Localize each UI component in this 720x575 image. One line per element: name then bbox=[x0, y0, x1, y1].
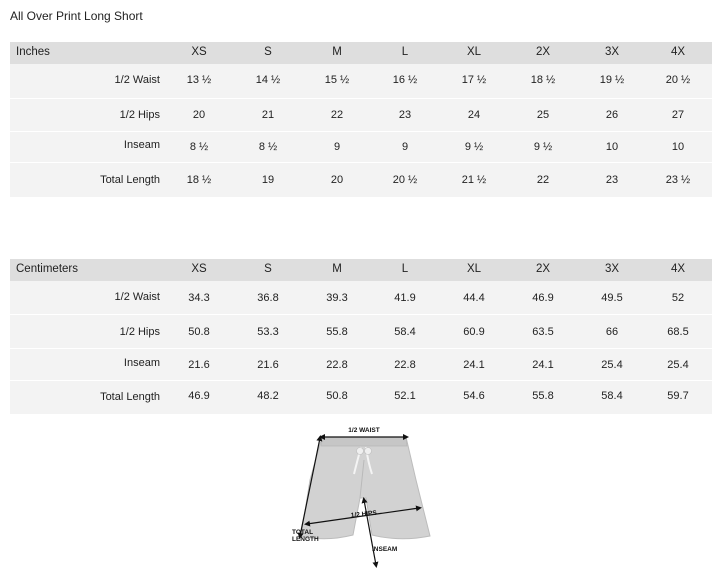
table-cell: 15 ½ bbox=[324, 74, 350, 86]
table-cell: 22 bbox=[536, 174, 550, 186]
table-cell: 13 ½ bbox=[186, 74, 212, 86]
size-header-4x: 4X bbox=[670, 46, 686, 58]
inches-size-table bbox=[10, 42, 712, 197]
table-cell: 24.1 bbox=[463, 359, 485, 371]
table-cell: 10 bbox=[671, 141, 685, 153]
inches-unit-label: Inches bbox=[16, 46, 50, 58]
table-cell: 44.4 bbox=[463, 292, 485, 304]
table-cell: 14 ½ bbox=[255, 74, 281, 86]
table-cell: 23 ½ bbox=[665, 174, 691, 186]
table-cell: 25.4 bbox=[667, 359, 689, 371]
total-length-label-line2: LENGTH bbox=[292, 536, 319, 543]
table-cell: 60.9 bbox=[463, 326, 485, 338]
table-cell: 66 bbox=[605, 326, 619, 338]
table-cell: 21.6 bbox=[188, 359, 210, 371]
size-header-2x: 2X bbox=[535, 263, 551, 275]
size-header-s: S bbox=[264, 263, 272, 275]
table-cell: 50.8 bbox=[326, 390, 348, 402]
table-cell: 20 bbox=[330, 174, 344, 186]
inches-header-row bbox=[10, 42, 712, 64]
table-cell: 24.1 bbox=[532, 359, 554, 371]
table-cell: 21 bbox=[261, 109, 275, 121]
table-cell: 22.8 bbox=[326, 359, 348, 371]
centimeters-unit-label: Centimeters bbox=[16, 263, 78, 275]
size-header-xl: XL bbox=[466, 263, 482, 275]
table-cell: 55.8 bbox=[326, 326, 348, 338]
table-cell: 23 bbox=[398, 109, 412, 121]
size-header-xs: XS bbox=[191, 263, 207, 275]
table-cell: 18 ½ bbox=[186, 174, 212, 186]
table-cell: 26 bbox=[605, 109, 619, 121]
size-header-xs: XS bbox=[191, 46, 207, 58]
table-cell: 22.8 bbox=[394, 359, 416, 371]
table-cell: 50.8 bbox=[188, 326, 210, 338]
row-label-inseam: Inseam bbox=[123, 139, 160, 151]
table-cell: 22 bbox=[330, 109, 344, 121]
table-cell: 46.9 bbox=[188, 390, 210, 402]
table-cell: 9 ½ bbox=[464, 141, 484, 153]
table-cell: 27 bbox=[671, 109, 685, 121]
table-cell: 20 ½ bbox=[392, 174, 418, 186]
row-label-inseam: Inseam bbox=[123, 357, 160, 369]
table-cell: 23 bbox=[605, 174, 619, 186]
size-header-m: M bbox=[332, 263, 342, 275]
hips-measure-label: 1/2 HIPS bbox=[350, 509, 378, 520]
page-title: All Over Print Long Short bbox=[10, 9, 143, 23]
table-cell: 16 ½ bbox=[392, 74, 418, 86]
size-header-xl: XL bbox=[466, 46, 482, 58]
size-header-3x: 3X bbox=[604, 46, 620, 58]
table-cell: 25 bbox=[536, 109, 550, 121]
table-cell: 49.5 bbox=[601, 292, 623, 304]
table-cell: 48.2 bbox=[257, 390, 279, 402]
table-cell: 68.5 bbox=[667, 326, 689, 338]
centimeters-size-table bbox=[10, 259, 712, 414]
table-cell: 24 bbox=[467, 109, 481, 121]
table-cell: 8 ½ bbox=[258, 141, 278, 153]
row-label-total-length: Total Length bbox=[100, 391, 160, 403]
table-cell: 9 ½ bbox=[533, 141, 553, 153]
centimeters-header-row bbox=[10, 259, 712, 281]
table-cell: 17 ½ bbox=[461, 74, 487, 86]
table-cell: 10 bbox=[605, 141, 619, 153]
table-cell: 21 ½ bbox=[461, 174, 487, 186]
row-divider bbox=[10, 98, 712, 99]
table-cell: 41.9 bbox=[394, 292, 416, 304]
size-header-2x: 2X bbox=[535, 46, 551, 58]
table-cell: 58.4 bbox=[601, 390, 623, 402]
row-label-half-hips: 1/2 Hips bbox=[119, 109, 160, 121]
table-cell: 21.6 bbox=[257, 359, 279, 371]
table-cell: 9 bbox=[401, 141, 409, 153]
total-length-label-line1: TOTAL bbox=[292, 529, 314, 536]
row-divider bbox=[10, 314, 712, 315]
table-cell: 34.3 bbox=[188, 292, 210, 304]
size-header-s: S bbox=[264, 46, 272, 58]
row-label-total-length: Total Length bbox=[100, 174, 160, 186]
size-header-m: M bbox=[332, 46, 342, 58]
table-cell: 52.1 bbox=[394, 390, 416, 402]
table-cell: 20 ½ bbox=[665, 74, 691, 86]
table-cell: 55.8 bbox=[532, 390, 554, 402]
table-cell: 18 ½ bbox=[530, 74, 556, 86]
row-divider bbox=[10, 348, 712, 349]
table-cell: 53.3 bbox=[257, 326, 279, 338]
row-divider bbox=[10, 380, 712, 381]
size-header-3x: 3X bbox=[604, 263, 620, 275]
waist-measure-label: 1/2 WAIST bbox=[348, 427, 380, 434]
table-cell: 36.8 bbox=[257, 292, 279, 304]
row-divider bbox=[10, 162, 712, 163]
table-cell: 19 bbox=[261, 174, 275, 186]
table-cell: 9 bbox=[333, 141, 341, 153]
row-label-half-hips: 1/2 Hips bbox=[119, 326, 160, 338]
table-cell: 39.3 bbox=[326, 292, 348, 304]
table-cell: 54.6 bbox=[463, 390, 485, 402]
size-header-l: L bbox=[401, 46, 409, 58]
row-label-half-waist: 1/2 Waist bbox=[114, 291, 160, 303]
table-cell: 20 bbox=[192, 109, 206, 121]
row-divider bbox=[10, 131, 712, 132]
size-header-4x: 4X bbox=[670, 263, 686, 275]
size-header-l: L bbox=[401, 263, 409, 275]
table-cell: 25.4 bbox=[601, 359, 623, 371]
shorts-measurement-diagram bbox=[280, 420, 450, 570]
inseam-measure-label: INSEAM bbox=[372, 546, 398, 553]
table-cell: 19 ½ bbox=[599, 74, 625, 86]
table-cell: 52 bbox=[671, 292, 685, 304]
table-cell: 63.5 bbox=[532, 326, 554, 338]
table-cell: 59.7 bbox=[667, 390, 689, 402]
table-cell: 46.9 bbox=[532, 292, 554, 304]
row-label-half-waist: 1/2 Waist bbox=[114, 74, 160, 86]
table-cell: 8 ½ bbox=[189, 141, 209, 153]
shorts-illustration bbox=[301, 437, 430, 539]
table-cell: 58.4 bbox=[394, 326, 416, 338]
